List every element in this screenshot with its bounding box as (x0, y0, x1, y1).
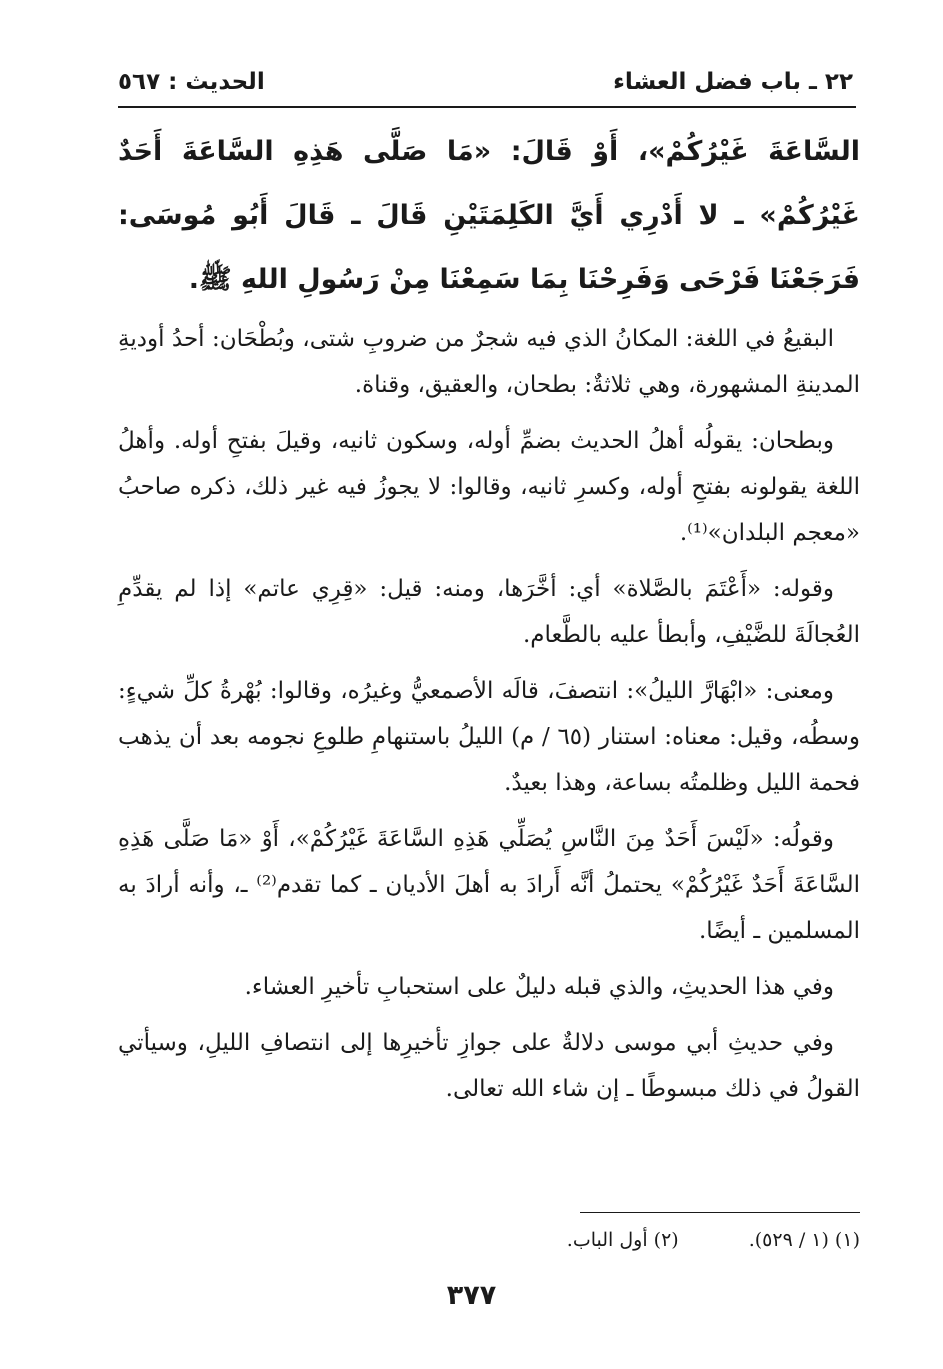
paragraph: وقولُه: «لَيْسَ أَحَدٌ مِنَ النَّاسِ يُصَلِّي هَذِهِ السَّاعَةَ غَيْرُكُمْ»، أَوْ «مَا صَلَّى هَذِهِ السَّاعَةَ أَحَدٌ غَيْرُكُمْ» يحتملُ أنَّه أَرادَ به أهلَ الأديان ـ كما تقدم⁽²⁾ ـ، وأنه أرادَ به المسلمين ـ أيضًا. (118, 826, 860, 944)
paragraph: ومعنى: «ابْهَارَّ الليلُ»: انتصفَ، قالَه الأصمعيُّ وغيرُه، وقالوا: بُهْرةُ كلِّ شيءٍ: وسطُه، وقيل: معناه: استنار (٦٥ / م) الليلُ باستنهامِ طلوعِ نجومه بعد أن يذهب فحمة الليل وظلمتُه بساعة، وهذا بعيدٌ. (118, 678, 861, 796)
header-divider (118, 106, 856, 108)
paragraph: وفي حديثِ أبي موسى دلالةٌ على جوازِ تأخيرِها إلى انتصافِ الليلِ، وسيأتي القولُ في ذلك مبسوطًا ـ إن شاء الله تعالى. (118, 1030, 860, 1102)
footnote: (١) (١ / ٥٢٩). (748, 1229, 860, 1251)
hadith-reference: الحديث : ٥٦٧ (118, 69, 265, 95)
paragraph: البقيعُ في اللغة: المكانُ الذي فيه شجرٌ من ضروبِ شتى، وبُطْحَان: أحدُ أوديةِ المدينةِ المشهورة، وهي ثلاثةٌ: بطحان، والعقيق، وقناة. (118, 326, 860, 398)
footnote-divider (580, 1212, 860, 1213)
hadith-text: السَّاعَةَ غَيْرُكُمْ»، أَوْ قَالَ: «مَا صَلَّى هَذِهِ السَّاعَةَ أَحَدٌ غَيْرُكُمْ» ـ لا أَدْرِي أَيَّ الكَلِمَتَيْنِ قَالَ ـ قَالَ أَبُو مُوسَى: فَرَجَعْنَا فَرْحَى وَفَرِحْنَا بِمَا سَمِعْنَا مِنْ رَسُولِ اللهِ ﷺ. (118, 136, 860, 295)
footnote: (٢) أول الباب. (566, 1229, 679, 1251)
page-header (118, 62, 853, 102)
main-text (118, 120, 860, 1122)
paragraph: وفي هذا الحديثِ، والذي قبله دليلٌ على استحبابِ تأخيرِ العشاء. (244, 974, 834, 1000)
chapter-title: ٢٢ ـ باب فضل العشاء (613, 69, 853, 95)
paragraph: وقوله: «أَعْتَمَ بالصَّلاة» أي: أخَّرَها، ومنه: قيل: «قِرِي عاتم» إذا لم يقدِّمِ العُجالَةَ للضَّيْفِ، وأبطأ عليه بالطَّعام. (118, 576, 860, 648)
footnotes (420, 1226, 860, 1254)
page-number: ٣٧٧ (446, 1280, 497, 1311)
paragraph: وبطحان: يقولُه أهلُ الحديث بضمِّ أوله، وسكون ثانيه، وقيلَ بفتحِ أوله. وأهلُ اللغة يقولونه بفتحِ أوله، وكسرِ ثانيه، وقالوا: لا يجوزُ فيه غير ذلك، ذكره صاحبُ «معجم البلدان»⁽¹⁾. (118, 428, 860, 546)
